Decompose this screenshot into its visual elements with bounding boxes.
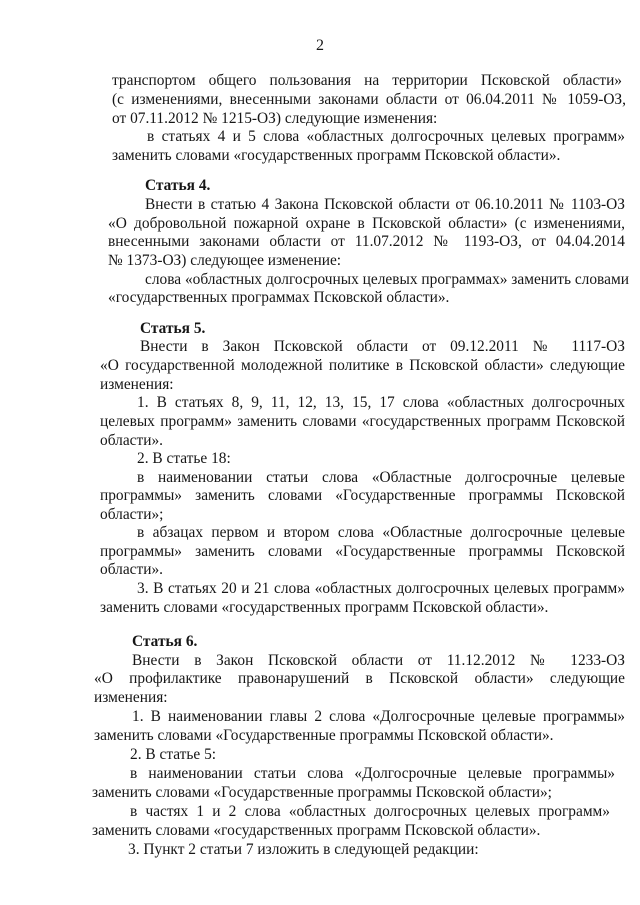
text-line: области». xyxy=(100,432,163,449)
text-line: 1. В наименовании главы 2 слова «Долгосрочные целевые программы» xyxy=(132,708,625,725)
text-line: заменить словами «Государственные программы Псковской области»; xyxy=(92,784,552,801)
text-line: области». xyxy=(100,561,163,578)
text-line: программы» заменить словами «Государственные программы Псковской xyxy=(100,543,625,560)
text-line: «О профилактике правонарушений в Псковской области» следующие xyxy=(94,670,625,687)
text-line: транспортом общего пользования на территории Псковской области» xyxy=(112,72,622,89)
text-line: заменить словами «государственных программ Псковской области». xyxy=(92,822,541,839)
text-line: № 1373-ОЗ) следующее изменение: xyxy=(108,252,342,269)
text-line: «государственных программах Псковской области». xyxy=(108,289,450,306)
text-line: (с изменениями, внесенными законами области от 06.04.2011 № 1059-ОЗ, xyxy=(112,91,626,108)
text-line: 1. В статьях 8, 9, 11, 12, 13, 15, 17 слова «областных долгосрочных xyxy=(137,394,625,411)
text-line: внесенными законами области от 11.07.2012 № 1193-ОЗ, от 04.04.2014 xyxy=(108,233,625,250)
text-line: 2. В статье 5: xyxy=(130,746,217,763)
article-heading: Статья 6. xyxy=(132,633,198,650)
article-heading: Статья 5. xyxy=(140,320,206,337)
page-number: 2 xyxy=(316,37,324,54)
text-line: 3. Пункт 2 статьи 7 изложить в следующей редакции: xyxy=(128,841,479,858)
text-line: в наименовании статьи слова «Долгосрочные целевые программы» xyxy=(130,765,615,782)
text-line: заменить словами «государственных программ Псковской области». xyxy=(112,147,561,164)
text-line: изменения: xyxy=(94,689,168,706)
text-line: «О государственной молодежной политике в Псковской области» следующие xyxy=(100,357,625,374)
text-line: в частях 1 и 2 слова «областных долгосрочных целевых программ» xyxy=(130,803,610,820)
text-line: Внести в Закон Псковской области от 09.12.2011 № 1117-ОЗ xyxy=(140,338,625,355)
text-line: слова «областных долгосрочных целевых программах» заменить словами xyxy=(145,271,629,288)
text-line: 2. В статье 18: xyxy=(137,450,231,467)
text-line: области»; xyxy=(100,506,164,523)
text-line: «О добровольной пожарной охране в Псковской области» (с изменениями, xyxy=(108,215,625,232)
text-line: Внести в статью 4 Закона Псковской области от 06.10.2011 № 1103-ОЗ xyxy=(145,196,625,213)
article-heading: Статья 4. xyxy=(145,177,211,194)
text-line: заменить словами «государственных программ Псковской области». xyxy=(100,599,549,616)
text-line: от 07.11.2012 № 1215-ОЗ) следующие изменения: xyxy=(112,110,438,127)
text-line: целевых программ» заменить словами «государственных программ Псковской xyxy=(100,413,625,430)
text-line: Внести в Закон Псковской области от 11.12.2012 № 1233-ОЗ xyxy=(132,652,625,669)
text-line: в наименовании статьи слова «Областные долгосрочные целевые xyxy=(137,469,625,486)
text-line: в абзацах первом и втором слова «Областные долгосрочные целевые xyxy=(137,524,625,541)
text-line: в статьях 4 и 5 слова «областных долгосрочных целевых программ» xyxy=(147,128,625,145)
text-line: изменения: xyxy=(100,376,174,393)
text-line: заменить словами «Государственные программы Псковской области». xyxy=(94,727,554,744)
text-line: программы» заменить словами «Государственные программы Псковской xyxy=(100,487,625,504)
text-line: 3. В статьях 20 и 21 слова «областных долгосрочных целевых программ» xyxy=(137,580,625,597)
